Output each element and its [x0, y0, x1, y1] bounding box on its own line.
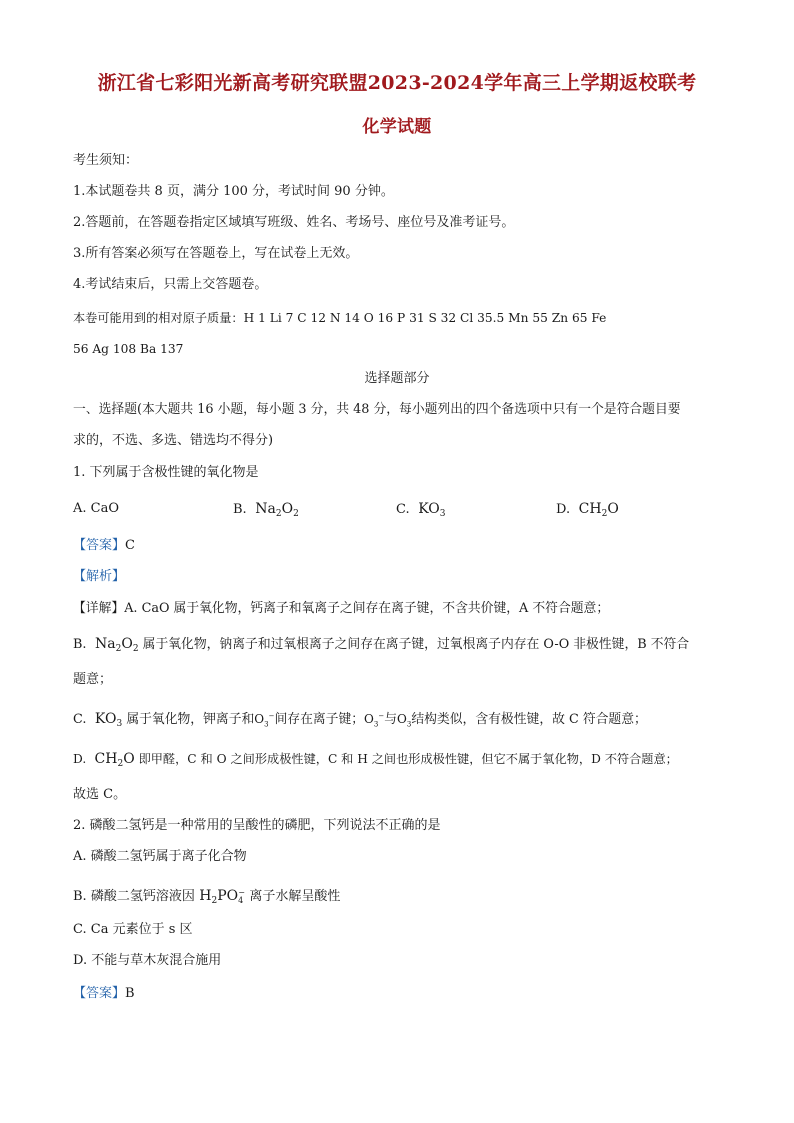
exam-title: 浙江省七彩阳光新高考研究联盟2023-2024学年高三上学期返校联考: [97, 72, 697, 94]
notice-item-1: 1.本试题卷共 8 页，满分 100 分，考试时间 90 分钟。: [73, 184, 394, 199]
formula-h2po4-ion: $H_2PO_4^-$: [194, 888, 245, 906]
formula-ko3: $KO_3$: [413, 501, 446, 519]
option-b-text-2: 离子水解呈酸性: [249, 889, 341, 904]
option-d-label: D.: [556, 502, 571, 517]
exam-subtitle: 化学试题: [362, 117, 432, 137]
question-1-answer: [73, 537, 135, 555]
answer-tag: 【答案】: [73, 538, 126, 553]
question-2-option-d: D. 不能与草木灰混合施用: [73, 953, 222, 968]
section-intro-2: 求的，不选、多选、错选均不得分): [73, 433, 274, 448]
question-2-option-c: C. Ca 元素位于 s 区: [73, 922, 193, 937]
answer-value: C: [125, 538, 135, 553]
question-1-option-c: [396, 500, 446, 523]
detail-c-text-4: 结构类似，含有极性键，故 C 符合题意；: [411, 712, 647, 727]
option-b-text-1: B. 磷酸二氢钙溶液因: [73, 889, 195, 904]
formula-o3-ion: $O_3^-$: [364, 712, 385, 729]
formula-ko3: $KO_3$: [90, 711, 123, 729]
detail-c-text-1: 属于氧化物，钾离子和: [126, 712, 255, 727]
atomic-mass-line-1: 本卷可能用到的相对原子质量：H 1 Li 7 C 12 N 14 O 16 P 31 S 32 Cl 35.5 Mn 55 Zn 65 Fe: [73, 311, 607, 325]
question-1-option-d: [556, 500, 619, 523]
option-c-label: C.: [396, 502, 410, 517]
question-1-option-b: [233, 500, 299, 523]
analysis-tag: 【解析】: [73, 569, 126, 584]
answer-tag: 【答案】: [73, 986, 126, 1001]
detail-d-label: D.: [73, 752, 87, 766]
formula-na2o2: $Na_2O_2$: [250, 501, 299, 519]
detail-a-text: A. CaO 属于氧化物，钙离子和氧离子之间存在离子键，不含共价键，A 不符合题意；: [124, 601, 610, 616]
detail-b: [73, 635, 689, 658]
notice-heading: 考生须知：: [73, 153, 139, 168]
formula-ch2o: $CH_2O$: [90, 751, 135, 769]
detail-a: [73, 600, 609, 618]
notice-item-2: 2.答题前，在答题卷指定区域填写班级、姓名、考场号、座位号及准考证号。: [73, 215, 515, 230]
question-2-option-a: A. 磷酸二氢钙属于离子化合物: [73, 849, 247, 864]
detail-b-text: 属于氧化物，钠离子和过氧根离子之间存在离子键，过氧根离子内存在 O-O 非极性键，B 不符合: [142, 637, 690, 652]
detail-c-text-3: 与: [384, 712, 398, 727]
question-2-stem: 2. 磷酸二氢钙是一种常用的呈酸性的磷肥，下列说法不正确的是: [73, 818, 441, 833]
question-1-stem: 1. 下列属于含极性键的氧化物是: [73, 465, 259, 480]
question-2-option-b: [73, 884, 340, 910]
formula-na2o2: $Na_2O_2$: [90, 636, 139, 654]
detail-c: [73, 707, 647, 733]
notice-item-3: 3.所有答案必须写在答题卷上，写在试卷上无效。: [73, 246, 359, 261]
section-title: 选择题部分: [364, 371, 430, 386]
answer-value: B: [125, 986, 135, 1001]
detail-c-text-2: 间存在离子键；: [274, 712, 365, 727]
question-1-conclusion: 故选 C。: [73, 787, 127, 802]
option-b-label: B.: [233, 502, 247, 517]
atomic-mass-line-2: 56 Ag 108 Ba 137: [73, 342, 184, 356]
detail-d-text: 即甲醛，C 和 O 之间形成极性键，C 和 H 之间也形成极性键，但它不属于氧化物，D 不符合题意；: [138, 752, 678, 766]
question-2-answer: [73, 985, 135, 1003]
formula-o3: $O_3$: [397, 712, 412, 729]
detail-c-label: C.: [73, 712, 87, 727]
formula-ch2o: $CH_2O$: [574, 501, 619, 519]
detail-tag: 【详解】: [73, 601, 125, 616]
detail-b-label: B.: [73, 637, 87, 652]
question-1-option-a: A. CaO: [73, 501, 120, 516]
formula-o3-ion: $O_3^-$: [254, 712, 275, 729]
detail-d: [73, 750, 678, 773]
notice-item-4: 4.考试结束后，只需上交答题卷。: [73, 277, 268, 292]
detail-b-continued: 题意；: [73, 672, 113, 687]
section-intro-1: 一、选择题(本大题共 16 小题，每小题 3 分，共 48 分，每小题列出的四个备选项中只有一个是符合题目要: [73, 402, 681, 417]
